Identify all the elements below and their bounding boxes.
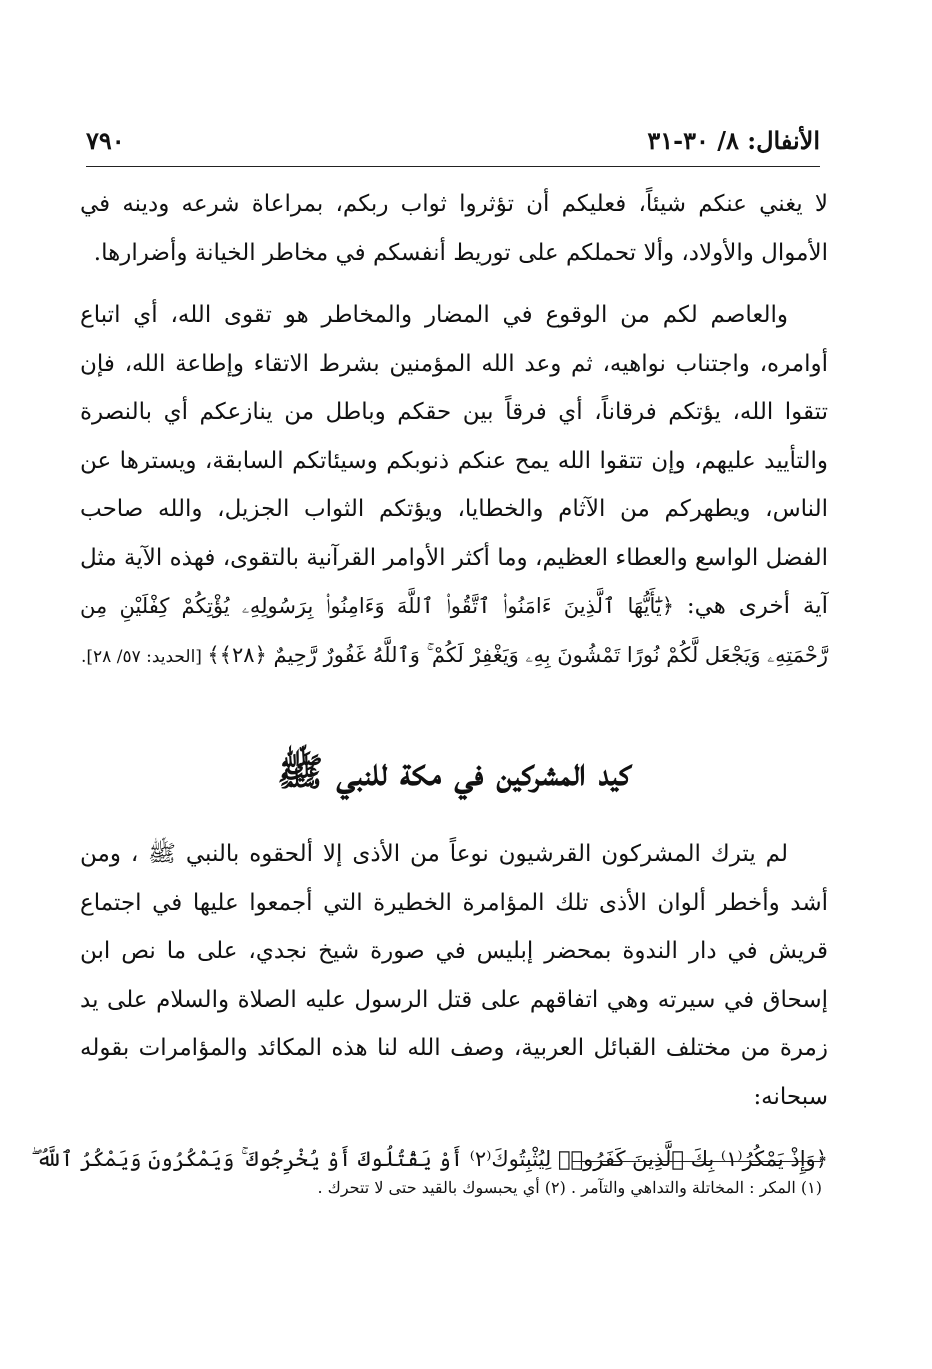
paragraph-taqwa-text: والعاصم لكم من الوقوع في المضار والمخاطر هو تقوى الله، أي اتباع أوامره، واجتناب نواهيه، ثم وعد الله المؤمنين بشرط الاتقاء وإطاعة الله، فإن تتقوا الله، يؤتكم فرقاناً، أي فرقاً بين حقكم وباطل من ينازعكم أي بالنصرة والتأييد عليهم، وإن تتقوا الله يمح عنكم ذنوبكم وسيئاتكم السابقة، ويسترها عن الناس، ويطهركم من الآثام والخطايا، ويؤتكم الثواب الجزيل، والله صاحب الفضل الواسع والعطاء العظيم، وما أكثر الأوامر القرآنية بالتقوى، فهذه الآية مثل آية أخرى هي:: [80, 302, 829, 619]
quran-verse-anfal: ﴿وَإِذْ يَمْكُرُ⁽١⁾ بِكَ ٱلَّذِينَ كَفَرُوا۟ لِيُثْبِتُوكَ⁽٢⁾ أَوْ يَقْتُلُوكَ أَوْ يُخْرِجُوكَ ۚ وَيَمْكُرُونَ وَيَمْكُرُ ٱللَّهُ ۖ: [31, 1147, 828, 1171]
verse-reference: [الحديد: ٥٧/ ٢٨].: [80, 646, 208, 667]
footnotes: (١) المكر : المخاتلة والتداهي والتآمر . (٢) أي يحبسوك بالقيد حتى لا تتحرك .: [317, 1178, 822, 1197]
paragraph-taqwa: [80, 291, 828, 681]
paragraph-plot: لم يترك المشركون القرشيون نوعاً من الأذى إلا ألحقوه بالنبي ﷺ ، ومن أشد وأخطر ألوان الأذى تلك المؤامرة الخطيرة التي أجمعوا عليها في اجتماع قريش في دار الندوة بمحضر إبليس في صورة شيخ نجدي، على ما نص ابن إسحاق في سيرته وهي اتفاقهم على قتل الرسول عليه الصلاة والسلام على يد زمرة من مختلف القبائل العربية، وصف الله لنا هذه المكائد والمؤامرات بقوله سبحانه:: [80, 841, 828, 1110]
paragraph-intro: لا يغني عنكم شيئاً، فعليكم أن تؤثروا ثواب ربكم، بمراعاة شرعه ودينه في الأموال والأولاد، وألا تحملكم على توريط أنفسكم في مخاطر الخيانة وأضرارها.: [80, 191, 828, 266]
quran-verse-hadid: ﴿يَٰٓأَيُّهَا ٱلَّذِينَ ءَامَنُوا۟ ٱتَّقُوا۟ ٱللَّهَ وَءَامِنُوا۟ بِرَسُولِهِۦ يُؤْتِكُمْ كِفْلَيْنِ مِن رَّحْمَتِهِۦ وَيَجْعَل لَّكُمْ نُورًا تَمْشُونَ بِهِۦ وَيَغْفِرْ لَكُمْ ۚ وَٱللَّهُ غَفُورٌ رَّحِيمٌ ﴿٢٨﴾﴾: [80, 594, 828, 667]
page-body: [31, 180, 829, 1183]
section-title: كيد المشركين في مكة للنبي ﷺ: [277, 749, 631, 794]
footnote-separator: [572, 1161, 822, 1162]
running-title: الأنفال: ٨/ ٣٠-٣١: [647, 126, 820, 155]
page-header: [86, 118, 820, 167]
page-number: ٧٩٠: [86, 126, 125, 155]
